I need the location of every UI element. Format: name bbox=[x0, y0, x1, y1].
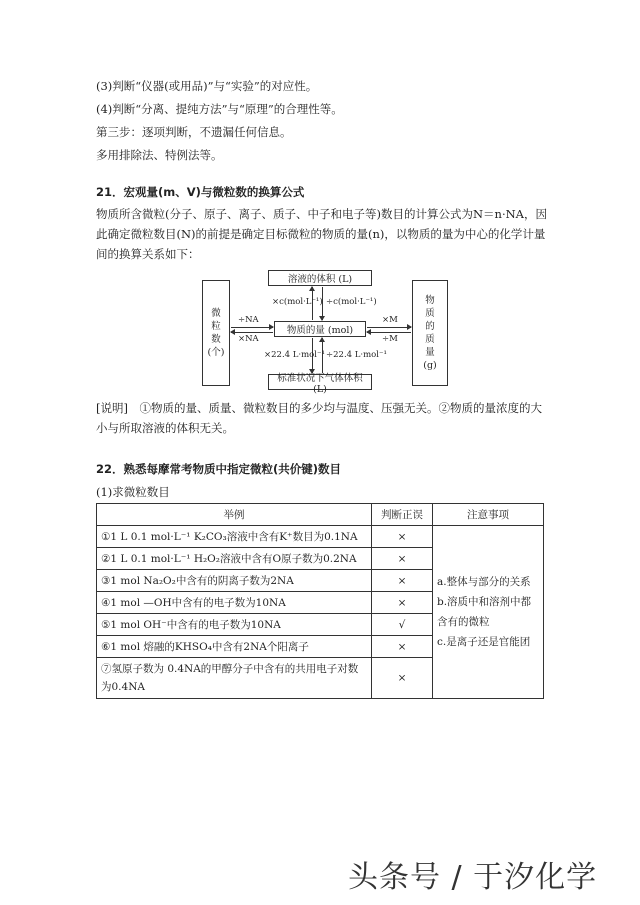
section-21-paragraph: 物质所含微粒(分子、原子、离子、质子、中子和电子等)数目的计算公式为N＝n·NA，因此确定微粒数目(N)的前提是确定目标微粒的物质的量(n)，以物质的量为中心的化学计量间的换算关系如下： bbox=[96, 207, 547, 261]
section-22-subtitle: (1)求微粒数目 bbox=[96, 485, 170, 499]
solution-volume-box: 溶液的体积 (L) bbox=[268, 270, 372, 286]
arrow-left-icon bbox=[231, 332, 273, 333]
judgement-cell: × bbox=[372, 658, 433, 699]
label-multiply-na: ×NA bbox=[238, 334, 259, 344]
label-divide-22-4: ÷22.4 L·mol⁻¹ bbox=[326, 350, 387, 360]
text-line: (3)判断“仪器(或用品)”与“实验”的对应性。 bbox=[96, 79, 318, 93]
text-line: 多用排除法、特例法等。 bbox=[96, 148, 223, 162]
mass-box: 物 质 的 质 量 (g) bbox=[412, 280, 448, 386]
table-row bbox=[97, 526, 544, 548]
header-notes: 注意事项 bbox=[433, 504, 544, 526]
arrow-right-icon bbox=[367, 327, 411, 328]
example-cell: ①1 L 0.1 mol·L⁻¹ K₂CO₃溶液中含有K⁺数目为0.1NA bbox=[97, 526, 372, 548]
label-divide-m: ÷M bbox=[382, 334, 398, 344]
example-cell: ③1 mol Na₂O₂中含有的阴离子数为2NA bbox=[97, 570, 372, 592]
text-line: 第三步：逐项判断，不遗漏任何信息。 bbox=[96, 125, 292, 139]
particle-number-box: 微 粒 数 (个) bbox=[202, 280, 230, 386]
notes-cell: a.整体与部分的关系 b.溶质中和溶剂中都 含有的微粒 c.是离子还是官能团 bbox=[433, 526, 544, 699]
judgement-cell: × bbox=[372, 592, 433, 614]
section-22-title: 22．熟悉每摩常考物质中指定微粒(共价键)数目 bbox=[96, 462, 342, 476]
label-divide-c: ÷c(mol·L⁻¹) bbox=[326, 297, 377, 307]
label-multiply-c: ×c(mol·L⁻¹) bbox=[272, 297, 323, 307]
arrow-right-icon bbox=[231, 327, 273, 328]
judgement-cell: × bbox=[372, 548, 433, 570]
judgement-cell: × bbox=[372, 526, 433, 548]
example-cell: ④1 mol —OH中含有的电子数为10NA bbox=[97, 592, 372, 614]
label-multiply-22-4: ×22.4 L·mol⁻¹ bbox=[264, 350, 325, 360]
example-cell: ⑥1 mol 熔融的KHSO₄中含有2NA个阳离子 bbox=[97, 636, 372, 658]
particle-count-table bbox=[96, 503, 544, 699]
gas-volume-box: 标准状况下气体体积 (L) bbox=[268, 374, 372, 390]
arrow-left-icon bbox=[367, 332, 411, 333]
conversion-diagram bbox=[200, 268, 450, 394]
section-21-note: [说明] ①物质的量、质量、微粒数目的多少均与温度、压强无关。②物质的量浓度的大小与所取溶液的体积无关。 bbox=[96, 401, 542, 435]
example-cell: ⑦氢原子数为 0.4NA的甲醇分子中含有的共用电子对数为0.4NA bbox=[97, 658, 372, 699]
label-divide-na: ÷NA bbox=[238, 315, 259, 325]
section-21-title: 21．宏观量(m、V)与微粒数的换算公式 bbox=[96, 185, 305, 199]
amount-of-substance-box: 物质的量 (mol) bbox=[274, 321, 366, 337]
text-line: (4)判断“分离、提纯方法”与“原理”的合理性等。 bbox=[96, 102, 343, 116]
example-cell: ②1 L 0.1 mol·L⁻¹ H₂O₂溶液中含有O原子数为0.2NA bbox=[97, 548, 372, 570]
example-cell: ⑤1 mol OH⁻中含有的电子数为10NA bbox=[97, 614, 372, 636]
header-example: 举例 bbox=[97, 504, 372, 526]
header-judgement: 判断正误 bbox=[372, 504, 433, 526]
judgement-cell: × bbox=[372, 636, 433, 658]
watermark: 头条号 / 于汐化学 bbox=[348, 860, 598, 895]
label-multiply-m: ×M bbox=[382, 315, 398, 325]
judgement-cell: × bbox=[372, 570, 433, 592]
judgement-cell: √ bbox=[372, 614, 433, 636]
